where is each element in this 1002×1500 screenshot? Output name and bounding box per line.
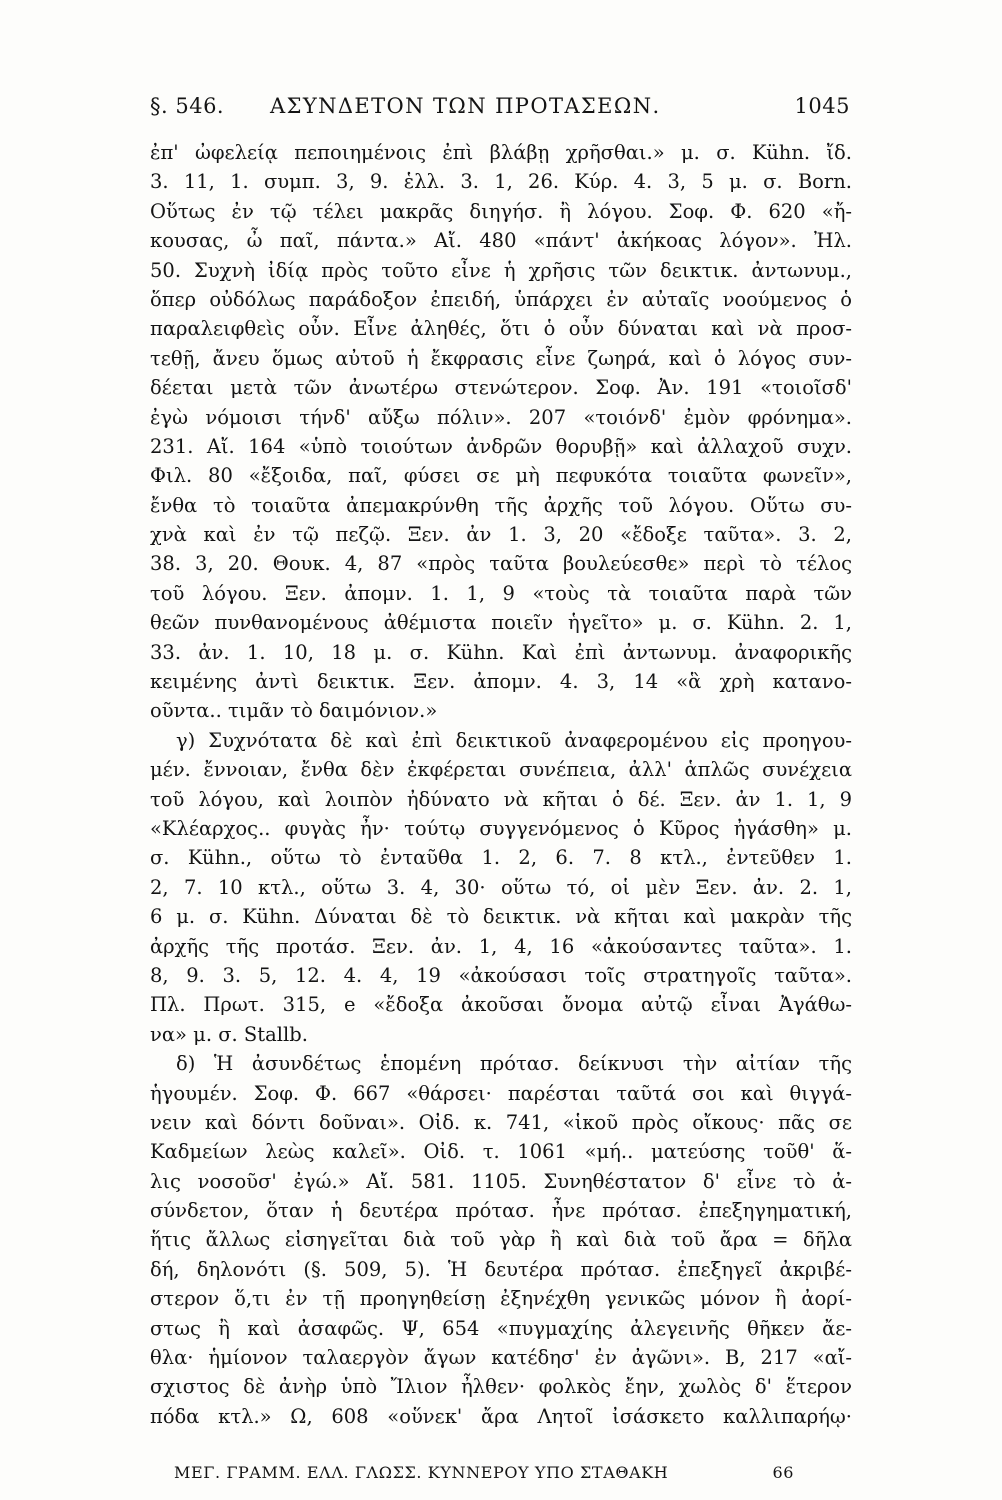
text-line: γ) Συχνότατα δὲ καὶ ἐπὶ δεικτικοῦ ἀναφερομένου εἰς προηγου-: [176, 728, 852, 752]
text-line: Οὕτως ἐν τῷ τέλει μακρᾶς διηγήσ. ἢ λόγου. Σοφ. Φ. 620 «ἤ-: [150, 199, 852, 223]
text-body: [150, 138, 852, 1431]
text-line: σύνδετον, ὅταν ἡ δευτέρα πρότασ. ἦνε πρότασ. ἐπεξηγηματική,: [150, 1199, 852, 1223]
text-line: ἀρχῆς τῆς προτάσ. Ξεν. ἀν. 1, 4, 16 «ἀκούσαντες ταῦτα». 1.: [150, 934, 852, 958]
text-line: ἥτις ἄλλως εἰσηγεῖται διὰ τοῦ γὰρ ἢ καὶ διὰ τοῦ ἄρα = δῆλα: [150, 1228, 852, 1252]
text-line: λις νοσοῦσ' ἐγώ.» Αἴ. 581. 1105. Συνηθέστατον δ' εἶνε τὸ ἀ-: [150, 1169, 852, 1193]
printer-signature: ΜΕΓ. ΓΡΑΜΜ. ΕΛΛ. ΓΛΩΣΣ. ΚΥΝΝΕΡΟΥ ΥΠΟ ΣΤΑΘΑΚΗ: [174, 1463, 669, 1482]
text-line: ἡγουμέν. Σοφ. Φ. 667 «θάρσει· παρέσται ταῦτά σοι καὶ θιγγά-: [150, 1081, 852, 1105]
text-line: δή, δηλονότι (§. 509, 5). Ἡ δευτέρα πρότασ. ἐπεξηγεῖ ἀκριβέ-: [150, 1257, 852, 1281]
text-line: στερον ὅ,τι ἐν τῇ προηγηθείσῃ ἐξηνέχθη γενικῶς μόνον ἢ ἀορί-: [150, 1287, 852, 1311]
text-line: 3. 11, 1. συμπ. 3, 9. ἑλλ. 3. 1, 26. Κύρ. 4. 3, 5 μ. σ. Born.: [150, 170, 852, 194]
text-line: παραλειφθεὶς οὖν. Εἶνε ἀληθές, ὅτι ὁ οὖν δύναται καὶ νὰ προσ-: [150, 317, 852, 341]
text-line: μέν. ἔννοιαν, ἔνθα δὲν ἐκφέρεται συνέπεια, ἀλλ' ἁπλῶς συνέχεια: [150, 758, 852, 782]
text-line: θεῶν πυνθανομένους ἀθέμιστα ποιεῖν ἡγεῖτο» μ. σ. Kühn. 2. 1,: [150, 611, 852, 635]
text-line: Πλ. Πρωτ. 315, e «ἔδοξα ἀκοῦσαι ὄνομα αὐτῷ εἶναι Ἀγάθω-: [150, 993, 852, 1017]
text-line: δέεται μετὰ τῶν ἀνωτέρω στενώτερον. Σοφ. Ἀν. 191 «τοιοῖσδ': [150, 376, 852, 400]
text-line: 2, 7. 10 κτλ., οὕτω 3. 4, 30· οὕτω τό, οἱ μὲν Ξεν. ἀν. 2. 1,: [150, 875, 852, 899]
section-number: §. 546.: [150, 94, 225, 118]
text-line: 33. ἀν. 1. 10, 18 μ. σ. Kühn. Καὶ ἐπὶ ἀντωνυμ. ἀναφορικῆς: [150, 640, 852, 664]
text-line: Φιλ. 80 «ἔξοιδα, παῖ, φύσει σε μὴ πεφυκότα τοιαῦτα φωνεῖν»,: [150, 464, 852, 488]
text-line: σ. Kühn., οὕτω τὸ ἐνταῦθα 1. 2, 6. 7. 8 κτλ., ἐντεῦθεν 1.: [150, 846, 852, 870]
text-line: Καδμείων λεὼς καλεῖ». Οἰδ. τ. 1061 «μή.. ματεύσης τοῦθ' ἅ-: [150, 1140, 852, 1164]
text-line: 231. Αἴ. 164 «ὑπὸ τοιούτων ἀνδρῶν θορυβῇ» καὶ ἀλλαχοῦ συχν.: [150, 434, 852, 458]
text-line: 50. Συχνὴ ἰδίᾳ πρὸς τοῦτο εἶνε ἡ χρῆσις τῶν δεικτικ. ἀντωνυμ.,: [150, 258, 852, 282]
sheet-number: 66: [772, 1463, 794, 1482]
text-line: κουσας, ὦ παῖ, πάντα.» Αἴ. 480 «πάντ' ἀκήκοας λόγον». Ἠλ.: [150, 229, 852, 253]
text-line: δ) Ἡ ἀσυνδέτως ἑπομένη πρότασ. δείκνυσι τὴν αἰτίαν τῆς: [176, 1052, 852, 1076]
text-line: κειμένης ἀντὶ δεικτικ. Ξεν. ἀπομν. 4. 3, 14 «ἃ χρὴ κατανο-: [150, 670, 852, 694]
text-line: 38. 3, 20. Θουκ. 4, 87 «πρὸς ταῦτα βουλεύεσθε» περὶ τὸ τέλος: [150, 552, 852, 576]
text-line: 8, 9. 3. 5, 12. 4. 4, 19 «ἀκούσασι τοῖς στρατηγοῖς ταῦτα».: [150, 963, 852, 987]
text-line: τοῦ λόγου, καὶ λοιπὸν ἠδύνατο νὰ κῆται ὁ δέ. Ξεν. ἀν 1. 1, 9: [150, 787, 852, 811]
text-line: να» μ. σ. Stallb.: [150, 1022, 308, 1046]
text-line: «Κλέαρχος.. φυγὰς ἦν· τούτῳ συγγενόμενος ὁ Κῦρος ἠγάσθη» μ.: [150, 816, 852, 840]
text-line: πόδα κτλ.» Ω, 608 «οὕνεκ' ἄρα Λητοῖ ἰσάσκετο καλλιπαρήῳ·: [150, 1404, 852, 1428]
text-line: ἐγὼ νόμοισι τήνδ' αὔξω πόλιν». 207 «τοιόνδ' ἐμὸν φρόνημα».: [150, 405, 852, 429]
text-line: νειν καὶ δόντι δοῦναι». Οἰδ. κ. 741, «ἱκοῦ πρὸς οἴκους· πᾶς σε: [150, 1110, 852, 1134]
text-line: 6 μ. σ. Kühn. Δύναται δὲ τὸ δεικτικ. νὰ κῆται καὶ μακρὰν τῆς: [150, 905, 852, 929]
text-line: χνὰ καὶ ἐν τῷ πεζῷ. Ξεν. ἀν 1. 3, 20 «ἔδοξε ταῦτα». 3. 2,: [150, 523, 852, 547]
text-line: θλα· ἡμίονον ταλαεργὸν ἄγων κατέδησ' ἐν ἀγῶνι». Β, 217 «αἴ-: [150, 1346, 852, 1370]
text-line: ὅπερ οὐδόλως παράδοξον ἐπειδή, ὑπάρχει ἐν αὐταῖς νοούμενος ὁ: [150, 287, 852, 311]
text-line: οῦντα.. τιμᾶν τὸ δαιμόνιον.»: [150, 699, 438, 723]
text-line: τεθῇ, ἄνευ ὅμως αὐτοῦ ἡ ἔκφρασις εἶνε ζωηρά, καὶ ὁ λόγος συν-: [150, 346, 852, 370]
text-line: ἔνθα τὸ τοιαῦτα ἀπεμακρύνθη τῆς ἀρχῆς τοῦ λόγου. Οὕτω συ-: [150, 493, 852, 517]
running-header: [150, 94, 850, 134]
page-title: ΑΣΥΝΔΕΤΟΝ ΤΩΝ ΠΡΟΤΑΣΕΩΝ.: [270, 94, 661, 118]
footer: [174, 1463, 794, 1491]
text-line: τοῦ λόγου. Ξεν. ἀπομν. 1. 1, 9 «τοὺς τὰ τοιαῦτα παρὰ τῶν: [150, 581, 852, 605]
text-line: ἐπ' ὠφελείᾳ πεποιημένοις ἐπὶ βλάβῃ χρῆσθαι.» μ. σ. Kühn. ἴδ.: [150, 141, 852, 164]
text-line: σχιστος δὲ ἀνὴρ ὑπὸ Ἴλιον ἦλθεν· φολκὸς ἔην, χωλὸς δ' ἕτερον: [150, 1375, 852, 1399]
page-number: 1045: [794, 94, 850, 118]
text-line: στως ἢ καὶ ἀσαφῶς. Ψ, 654 «πυγμαχίης ἀλεγεινῆς θῆκεν ἄε-: [150, 1316, 852, 1340]
